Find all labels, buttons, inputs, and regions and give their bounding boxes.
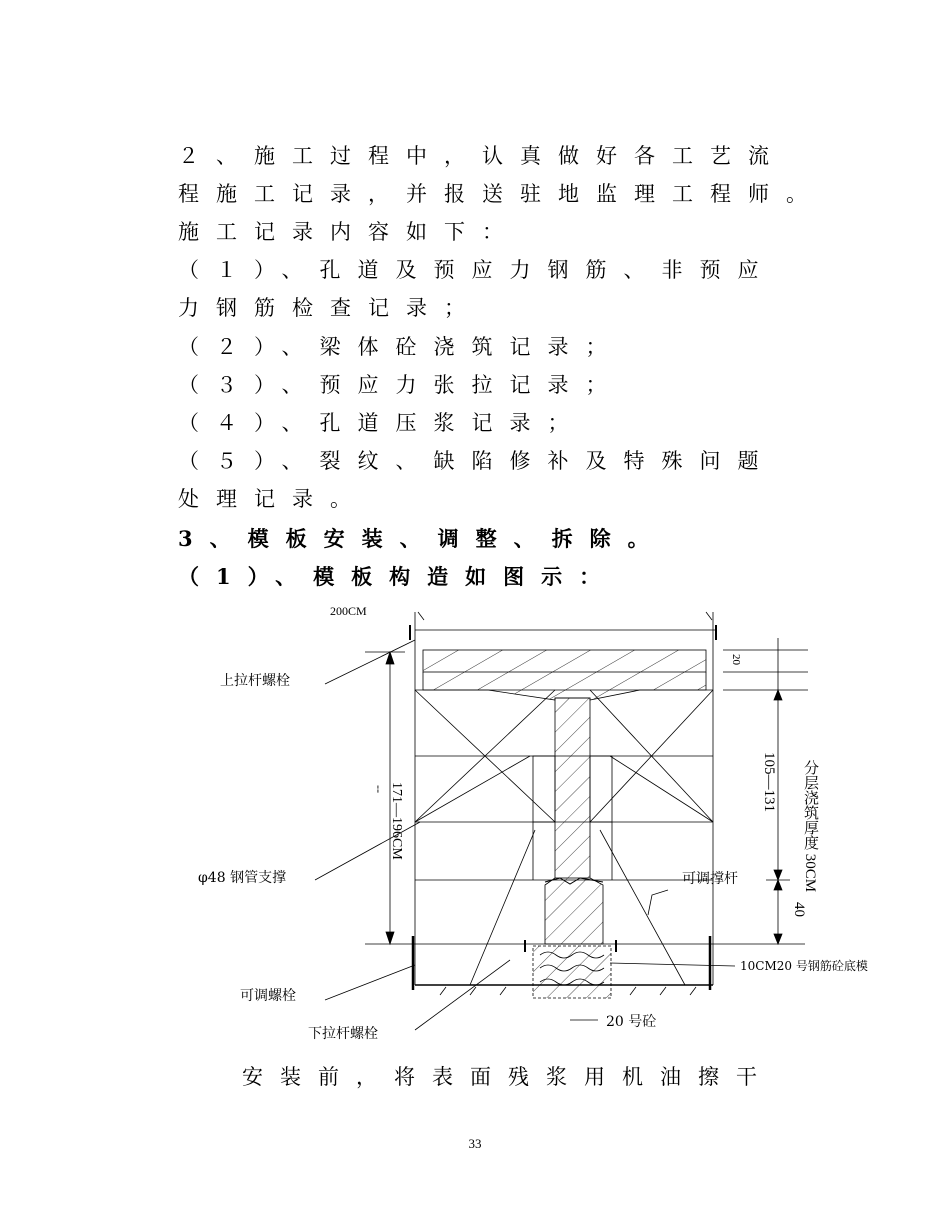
paragraph-line-5: 力钢筋检查记录； [178, 296, 482, 320]
paragraph-line-10: 处理记录。 [178, 487, 368, 511]
paragraph-line-2: 程施工记录，并报送驻地监理工程师。 [178, 182, 824, 206]
flange-thickness-label: 20 [730, 654, 742, 665]
page-number: 33 [468, 1136, 482, 1151]
adjustable-strut-label: 可调撑杆 [682, 871, 738, 887]
section-subheading: （1）、模板构造如图示： [178, 564, 618, 589]
pipe-support-label: φ48 钢管支撑 [198, 870, 287, 886]
total-height-label: 171—196CM [389, 782, 404, 860]
paragraph-line-3: 施工记录内容如下： [178, 220, 520, 244]
bottom-bolt-label: 下拉杆螺栓 [308, 1026, 378, 1042]
base-mould-label: 10CM20 号钢筋砼底模 [740, 959, 868, 973]
top-bolt-label: 上拉杆螺栓 [220, 673, 290, 689]
paragraph-line-8: （４）、孔道压浆记录； [178, 411, 586, 435]
web-height-label: 105—131 [761, 752, 777, 812]
paragraph-line-4: （１）、孔道及预应力钢筋、非预应 [178, 258, 776, 282]
width-dimension-label: 200CM [330, 604, 367, 618]
adjustable-bolt-label: 可调螺栓 [240, 988, 296, 1004]
side-mark-label: -- [372, 785, 386, 793]
paragraph-line-6: （２）、梁体砼浇筑记录； [178, 335, 624, 359]
paragraph-line-1: ２、施工过程中，认真做好各工艺流 [178, 144, 786, 168]
paragraph-line-9: （５）、裂纹、缺陷修补及特殊问题 [178, 449, 776, 473]
bottom-height-label: 40 [791, 902, 807, 917]
section-heading: 3、模板安装、调整、拆除。 [178, 526, 666, 551]
pour-layer-label: 分层浇筑厚度 30CM [802, 760, 818, 893]
paragraph-line-7: （３）、预应力张拉记录； [178, 373, 624, 397]
concrete-grade-label: 20 号砼 [606, 1014, 657, 1030]
closing-line: 安装前，将表面残浆用机油擦干 [242, 1065, 774, 1089]
